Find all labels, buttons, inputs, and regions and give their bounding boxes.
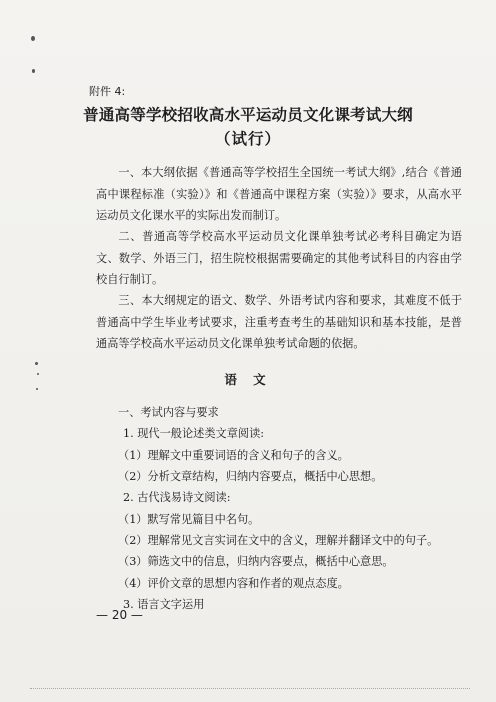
list-subitem-2-1: （1）默写常见篇目中名句。 (118, 513, 260, 526)
attachment-label: 附件 4: (89, 85, 126, 98)
list-item-2: 2. 古代浅易诗文阅读: (123, 491, 231, 504)
punch-mark-middle-3 (36, 388, 38, 390)
page-number: — 20 — (96, 608, 143, 622)
intro-paragraph-3: 三、本大纲规定的语文、数学、外语考试内容和要求，其难度不低于普通高中学生毕业考试要求，注重考查考生的基础知识和基本技能，是普通高等学校高水平运动员文化课单独考试命题的依据。 (96, 294, 462, 350)
list-subitem-2-2: （2）理解常见文言实词在文中的含义，理解并翻译文中的句子。 (118, 534, 439, 547)
list-subitem-2-3: （3）筛选文中的信息，归纳内容要点，概括中心意思。 (118, 555, 394, 568)
punch-mark-top (31, 36, 35, 41)
document-subtitle: （试行） (214, 130, 281, 148)
list-item-1: 1. 现代一般论述类文章阅读: (123, 427, 265, 440)
document-title: 普通高等学校招收高水平运动员文化课考试大纲 (83, 106, 413, 124)
intro-paragraph-2: 二、普通高等学校高水平运动员文化课单独考试必考科目确定为语文、数学、外语三门，招生院校根据需要确定的其他考试科目的内容由学校自行制订。 (96, 230, 462, 286)
section-heading: 一、考试内容与要求 (118, 406, 219, 419)
bottom-edge-line (30, 688, 470, 690)
list-item-3: 3. 语言文字运用 (123, 598, 205, 611)
punch-mark-top-2 (32, 69, 35, 73)
list-subitem-2-4: （4）评价文章的思想内容和作者的观点态度。 (118, 577, 349, 590)
list-subitem-1-1: （1）理解文中重要词语的含义和句子的含义。 (118, 449, 349, 462)
intro-paragraph-1: 一、本大纲依据《普通高等学校招生全国统一考试大纲》,结合《普通高中课程标准（实验）》和《普通高中课程方案（实验）》要求，从高水平运动员文化课水平的实际出发而制订。 (96, 166, 462, 222)
punch-mark-middle (35, 362, 38, 365)
section-title-chinese: 语 文 (224, 372, 272, 387)
list-subitem-1-2: （2）分析文章结构，归纳内容要点，概括中心思想。 (118, 470, 383, 483)
